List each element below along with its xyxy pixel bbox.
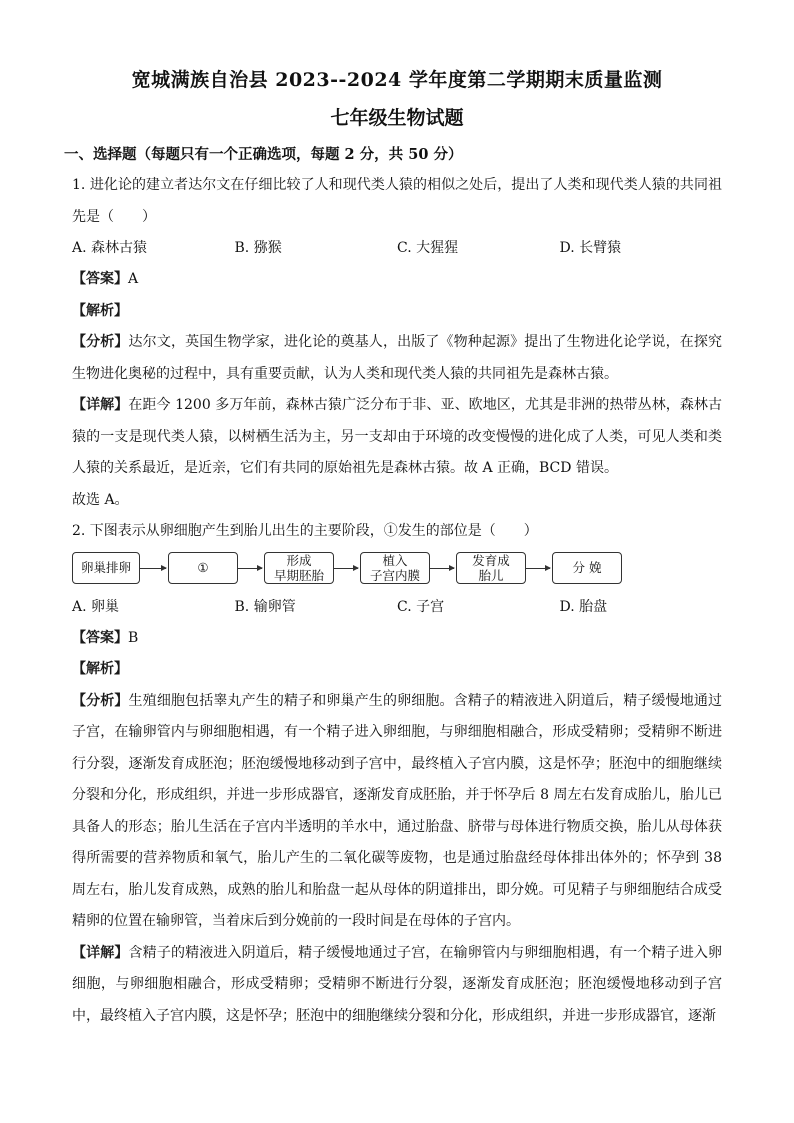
analysis-tag-line: [72, 654, 722, 686]
question-2: [72, 516, 722, 1032]
answer-line: [72, 623, 722, 655]
option-c: C. 子宫: [397, 598, 445, 615]
fenxi-paragraph: [72, 327, 722, 390]
fenxi-text: 达尔文，英国生物学家，进化论的奠基人，出版了《物种起源》提出了生物进化论学说，在探究生物进化奥秘的过程中，具有重要贡献，认为人类和现代类人猿的共同祖先是森林古猿。: [72, 334, 723, 382]
flow-step-fetus: 发育成 胎儿: [456, 552, 526, 584]
xiangjie-text: 含精子的精液进入阴道后，精子缓慢地通过子宫，在输卵管内与卵细胞相遇，有一个精子进入卵细胞，与卵细胞相融合，形成受精卵；受精卵不断进行分裂，逐渐发育成胚泡；胚泡缓慢地移动到子宫中，最终植入子宫内膜，这是怀孕；胚泡中的细胞继续分裂和分化，形成组织，并进一步形成器官，逐渐: [72, 944, 723, 1024]
fenxi-text: 生殖细胞包括睾丸产生的精子和卵巢产生的卵细胞。含精子的精液进入阴道后，精子缓慢地通过子宫，在输卵管内与卵细胞相遇，有一个精子进入卵细胞，与卵细胞相融合，形成受精卵；受精卵不断进行分裂，逐渐发育成胚泡；胚泡缓慢地移动到子宫中，最终植入子宫内膜，这是怀孕；胚泡中的细胞继续分裂和分化，形成组织，并进一步形成器官，逐渐发育成胚胎，并于怀孕后 8 周左右发育成胎儿，胎儿已具备人的形态；胎儿生活在子宫内半透明的羊水中，通过胎盘、脐带与母体进行物质交换，胎儿从母体获得所需要的营养物质和氧气，胎儿产生的二氧化碳等废物，也是通过胎盘经母体排出体外的；怀孕到 38 周左右，胎儿发育成熟，成熟的胎儿和胎盘一起从母体的阴道排出，即分娩。可见精子与卵细胞结合成受精卵的位置在输卵管，当着床后到分娩前的一段时间是在母体的子宫内。: [72, 692, 723, 929]
conclusion: 故选 A。: [72, 491, 129, 508]
fenxi-tag: 【分析】: [72, 334, 129, 350]
fenxi-tag: 【分析】: [72, 692, 129, 709]
section-heading: 一、选择题（每题只有一个正确选项，每题 2 分，共 50 分）: [64, 146, 463, 163]
flow-arrow: [140, 568, 166, 569]
flow-step-early-embryo: 形成 早期胚胎: [264, 552, 334, 584]
page-subtitle: 七年级生物试题: [330, 107, 464, 129]
analysis-tag-line: [72, 296, 722, 328]
options-row: [72, 592, 722, 623]
analysis-tag: 【解析】: [72, 661, 128, 677]
xiangjie-tag: 【详解】: [72, 397, 129, 413]
fenxi-paragraph: [72, 686, 722, 938]
document-page: [64, 64, 723, 1032]
flow-arrow: [238, 568, 262, 569]
flow-step-delivery: 分 娩: [552, 552, 622, 584]
question-1: [72, 170, 722, 516]
flow-arrow: [430, 568, 454, 569]
xiangjie-paragraph: [72, 390, 722, 485]
flow-arrow: [526, 568, 550, 569]
answer-value: A: [128, 271, 139, 287]
question-stem: 1. 进化论的建立者达尔文在仔细比较了人和现代类人猿的相似之处后，提出了人类和现代类人猿的共同祖先是（ ）: [72, 177, 722, 225]
analysis-tag: 【解析】: [72, 302, 128, 319]
page-title: 宽城满族自治县 2023--2024 学年度第二学期期末质量监测: [131, 69, 663, 91]
flow-arrow: [334, 568, 358, 569]
option-a: A. 卵巢: [72, 598, 120, 615]
option-b: B. 输卵管: [234, 598, 296, 615]
option-b: B. 猕猴: [234, 240, 282, 256]
options-row: [72, 233, 722, 264]
answer-line: [72, 264, 722, 296]
answer-tag: 【答案】: [72, 629, 128, 646]
xiangjie-tag: 【详解】: [72, 944, 129, 961]
xiangjie-paragraph: [72, 938, 722, 1033]
option-d: D. 长臂猿: [559, 240, 622, 256]
flow-step-1: ①: [168, 552, 238, 584]
question-stem: 2. 下图表示从卵细胞产生到胎儿出生的主要阶段，①发生的部位是（ ）: [72, 523, 538, 539]
option-d: D. 胎盘: [559, 598, 608, 615]
option-a: A. 森林古猿: [72, 240, 148, 256]
flow-step-implantation: 植入 子宫内膜: [360, 552, 430, 584]
flow-diagram: [72, 552, 722, 590]
answer-value: B: [128, 629, 139, 646]
flow-step-ovulation: 卵巢排卵: [72, 552, 140, 584]
option-c: C. 大猩猩: [397, 240, 459, 256]
answer-tag: 【答案】: [72, 271, 128, 287]
xiangjie-text: 在距今 1200 多万年前，森林古猿广泛分布于非、亚、欧地区，尤其是非洲的热带丛林，森林古猿的一支是现代类人猿，以树栖生活为主，另一支却由于环境的改变慢慢的进化成了人类，可见人类和类人猿的关系最近，是近亲，它们有共同的原始祖先是森林古猿。故 A 正确，BCD 错误。: [72, 397, 723, 476]
